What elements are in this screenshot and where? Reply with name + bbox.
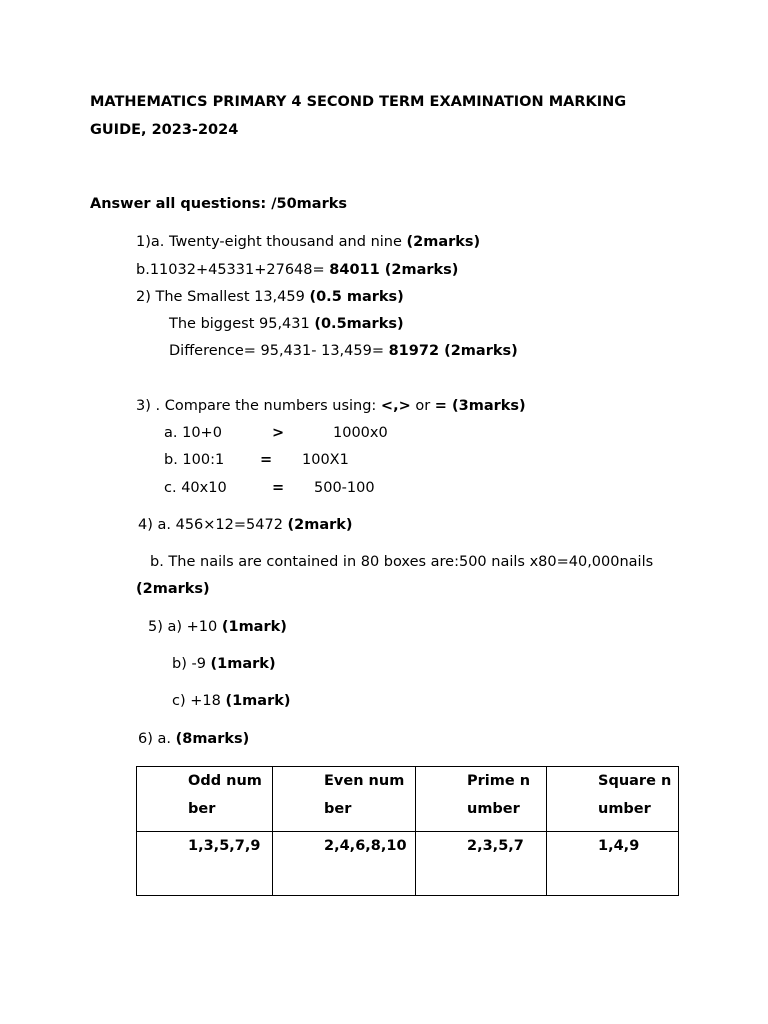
table-header-cell — [547, 767, 679, 832]
q3-row-a-sign: > — [272, 425, 285, 441]
q5a-text: 5) a) +10 — [148, 619, 222, 635]
header-even-number: Even number — [324, 773, 405, 817]
q5b-marks: (1mark) — [210, 656, 276, 672]
q1b-line — [136, 261, 458, 279]
q3-prompt-line — [136, 397, 526, 415]
q2-difference-answer: 81972 (2marks) — [388, 343, 518, 359]
q3-row-c-sign: = — [272, 480, 285, 496]
q2-smallest-marks: (0.5 marks) — [309, 289, 404, 305]
q5b-text: b) -9 — [172, 656, 211, 672]
q5a-line — [148, 618, 287, 636]
table-header-cell — [273, 767, 416, 832]
header-prime-number: Prime number — [467, 773, 531, 817]
q1b-answer: 84011 (2marks) — [329, 262, 459, 278]
q3-or-text: or — [410, 398, 435, 414]
value-odd-numbers: 1,3,5,7,9 — [188, 838, 261, 854]
value-even-numbers: 2,4,6,8,10 — [324, 838, 407, 854]
number-types-table — [136, 766, 679, 896]
q4b-marks: (2marks) — [136, 581, 210, 597]
table-row — [137, 832, 679, 896]
q3-row-b-left: b. 100:1 — [164, 452, 225, 468]
q3-row-a-right: 1000x0 — [333, 425, 388, 441]
q3-row-a-left: a. 10+0 — [164, 425, 222, 441]
table-cell — [416, 832, 547, 896]
q3-row-c-left: c. 40x10 — [164, 480, 227, 496]
q6-marks: (8marks) — [175, 731, 250, 747]
q4a-text: 4) a. 456×12=5472 — [138, 517, 288, 533]
page-title-line-1: MATHEMATICS PRIMARY 4 SECOND TERM EXAMINATION MARKING — [90, 94, 627, 110]
q2-biggest-line — [169, 315, 404, 333]
table-header-cell — [416, 767, 547, 832]
table-header-cell — [137, 767, 273, 832]
q2-difference-line — [169, 342, 518, 360]
table-cell — [273, 832, 416, 896]
q6-label: 6) a. — [138, 731, 176, 747]
q2-biggest-text: The biggest 95,431 — [169, 316, 315, 332]
q4b-text: b. The nails are contained in 80 boxes are:500 nails x80=40,000nails — [150, 554, 654, 570]
table-cell — [137, 832, 273, 896]
q6-line — [138, 730, 249, 748]
q4a-line — [138, 516, 353, 534]
value-square-numbers: 1,4,9 — [598, 838, 640, 854]
q3-row-b-right: 100X1 — [302, 452, 349, 468]
q1a-line — [136, 233, 480, 251]
q3-prompt-text: 3) . Compare the numbers using: — [136, 398, 381, 414]
header-odd-number: Odd number — [188, 773, 262, 817]
page-title-line-2: GUIDE, 2023-2024 — [90, 122, 239, 138]
q5c-text: c) +18 — [172, 693, 226, 709]
q4a-marks: (2mark) — [287, 517, 353, 533]
q2-difference-text: Difference= 95,431- 13,459= — [169, 343, 389, 359]
q5c-marks: (1mark) — [225, 693, 291, 709]
q1a-marks: (2marks) — [406, 234, 481, 250]
q2-biggest-marks: (0.5marks) — [314, 316, 404, 332]
q3-row-b-sign: = — [260, 452, 273, 468]
instructions: Answer all questions: /50marks — [90, 196, 347, 212]
q2-smallest-text: 2) The Smallest 13,459 — [136, 289, 310, 305]
q2-smallest-line — [136, 288, 404, 306]
table-header-row — [137, 767, 679, 832]
q1a-text: 1)a. Twenty-eight thousand and nine — [136, 234, 407, 250]
q3-equals-marks: = (3marks) — [434, 398, 526, 414]
value-prime-numbers: 2,3,5,7 — [467, 838, 524, 854]
header-square-number: Square number — [598, 773, 672, 817]
q5c-line — [172, 692, 290, 710]
q1b-text: b.11032+45331+27648= — [136, 262, 330, 278]
q3-symbols: <,> — [380, 398, 411, 414]
q5b-line — [172, 655, 276, 673]
q3-row-c-right: 500-100 — [314, 480, 375, 496]
q5a-marks: (1mark) — [221, 619, 287, 635]
table-cell — [547, 832, 679, 896]
